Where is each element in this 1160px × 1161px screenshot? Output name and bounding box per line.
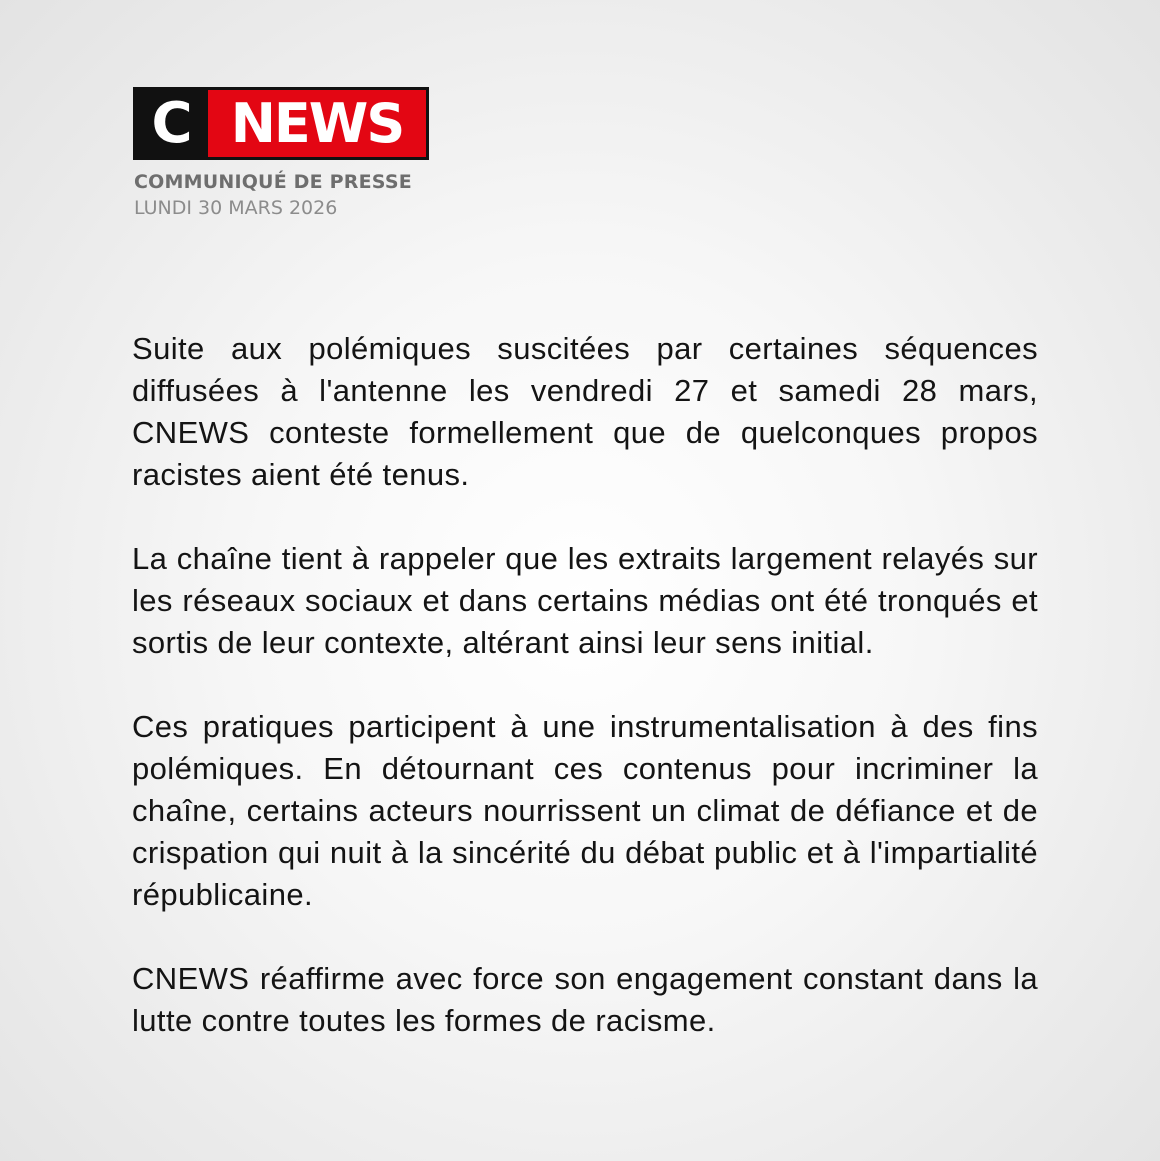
paragraph-2: La chaîne tient à rappeler que les extraits largement relayés sur les réseaux sociaux et dans certains médias ont été tronqués et sortis de leur contexte, altérant ainsi leur sens initial. (132, 541, 1038, 660)
paragraph-3: Ces pratiques participent à une instrumentalisation à des fins polémiques. En détournant ces contenus pour incriminer la chaîne, certains acteurs nourrissent un climat de défiance et de crispation qui nuit à la sincérité du débat public et à l'impartialité républicaine. (132, 709, 1038, 912)
press-release-body (132, 328, 1038, 1084)
paragraph-4: CNEWS réaffirme avec force son engagement constant dans la lutte contre toutes les formes de racisme. (132, 961, 1038, 1038)
paragraph-1: Suite aux polémiques suscitées par certaines séquences diffusées à l'antenne les vendredi 27 et samedi 28 mars, CNEWS conteste formellement que de quelconques propos racistes aient été tenus. (132, 331, 1038, 492)
logo-news-block: NEWS (208, 90, 426, 157)
press-release-label: COMMUNIQUÉ DE PRESSE (134, 171, 412, 193)
press-release-date: LUNDI 30 MARS 2026 (134, 197, 338, 219)
cnews-logo (133, 87, 429, 160)
logo-c-block: C (136, 90, 208, 157)
